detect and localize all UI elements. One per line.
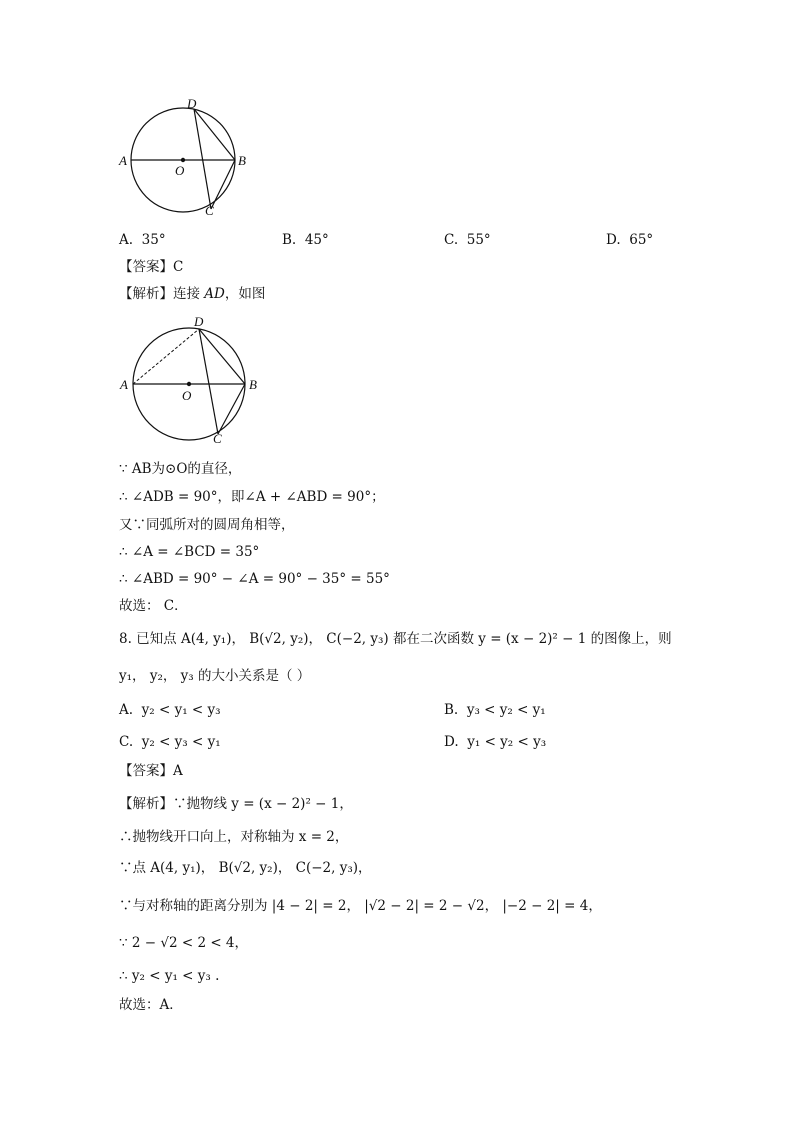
chord-cb: [218, 384, 245, 434]
label-d: D: [194, 314, 204, 329]
circle-figure-1: [112, 92, 262, 220]
label-a: A: [119, 153, 127, 168]
q7-line-5: ∴ ∠ABD = 90° − ∠A = 90° − 35° = 55°: [119, 571, 390, 587]
q8-line-1: 【解析】∵抛物线 y = (x − 2)² − 1，: [119, 796, 353, 812]
label-c: C: [213, 431, 222, 446]
circle-figure-2: [112, 310, 267, 448]
q8-option-b: B. y₃ < y₂ < y₁: [444, 702, 546, 718]
label-o: O: [175, 163, 185, 178]
q7-line-3: 又∵同弧所对的圆周角相等，: [119, 517, 295, 533]
q8-option-d: D. y₁ < y₂ < y₃: [444, 734, 547, 750]
q7-line-6: 故选： C．: [119, 598, 188, 614]
label-o: O: [182, 388, 192, 403]
center-dot: [187, 382, 191, 386]
chord-ad-dashed: [133, 329, 199, 384]
q7-option-b: B. 45°: [282, 232, 329, 248]
q7-line-2: ∴ ∠ADB = 90°，即∠A + ∠ABD = 90°；: [119, 489, 385, 505]
q7-option-d: D. 65°: [606, 232, 654, 248]
label-a: A: [120, 377, 128, 392]
label-c: C: [205, 203, 214, 218]
chord-dc: [199, 329, 218, 434]
q7-analysis-intro: 【解析】连接 AD，如图: [119, 286, 266, 302]
q7-answer: 【答案】C: [119, 259, 184, 275]
chord-cb: [211, 160, 235, 209]
q8-line-6: ∴ y₂ < y₁ < y₃ .: [119, 968, 220, 984]
q7-option-c: C. 55°: [444, 232, 491, 248]
q8-line-2: ∴抛物线开口向上，对称轴为 x = 2，: [119, 829, 349, 845]
q8-stem-line-1: 8. 已知点 A(4, y₁)， B(√2, y₂)， C(−2, y₃) 都在二次函数 y = (x − 2)² − 1 的图像上，则: [119, 631, 672, 647]
chord-dc: [194, 109, 211, 209]
label-d: D: [187, 96, 197, 111]
q8-option-c: C. y₂ < y₃ < y₁: [119, 734, 221, 750]
label-b: B: [249, 377, 257, 392]
q7-option-a: A. 35°: [119, 232, 166, 248]
q8-answer: 【答案】A: [119, 763, 183, 779]
label-b: B: [238, 153, 246, 168]
q7-line-1: ∵ AB为⊙O的直径，: [119, 461, 242, 477]
q8-line-5: ∵ 2 − √2 < 2 < 4，: [119, 935, 249, 951]
q7-line-4: ∴ ∠A = ∠BCD = 35°: [119, 544, 260, 560]
q8-line-3: ∵点 A(4, y₁)， B(√2, y₂)， C(−2, y₃)，: [119, 860, 372, 876]
center-dot: [181, 158, 185, 162]
q8-line-4: ∵与对称轴的距离分别为 |4 − 2| = 2， |√2 − 2| = 2 − √2， |−2 − 2| = 4，: [119, 898, 602, 914]
q8-stem-line-2: y₁， y₂， y₃ 的大小关系是（ ）: [119, 668, 311, 684]
q8-line-7: 故选：A．: [119, 997, 183, 1013]
q8-option-a: A. y₂ < y₁ < y₃: [119, 702, 221, 718]
